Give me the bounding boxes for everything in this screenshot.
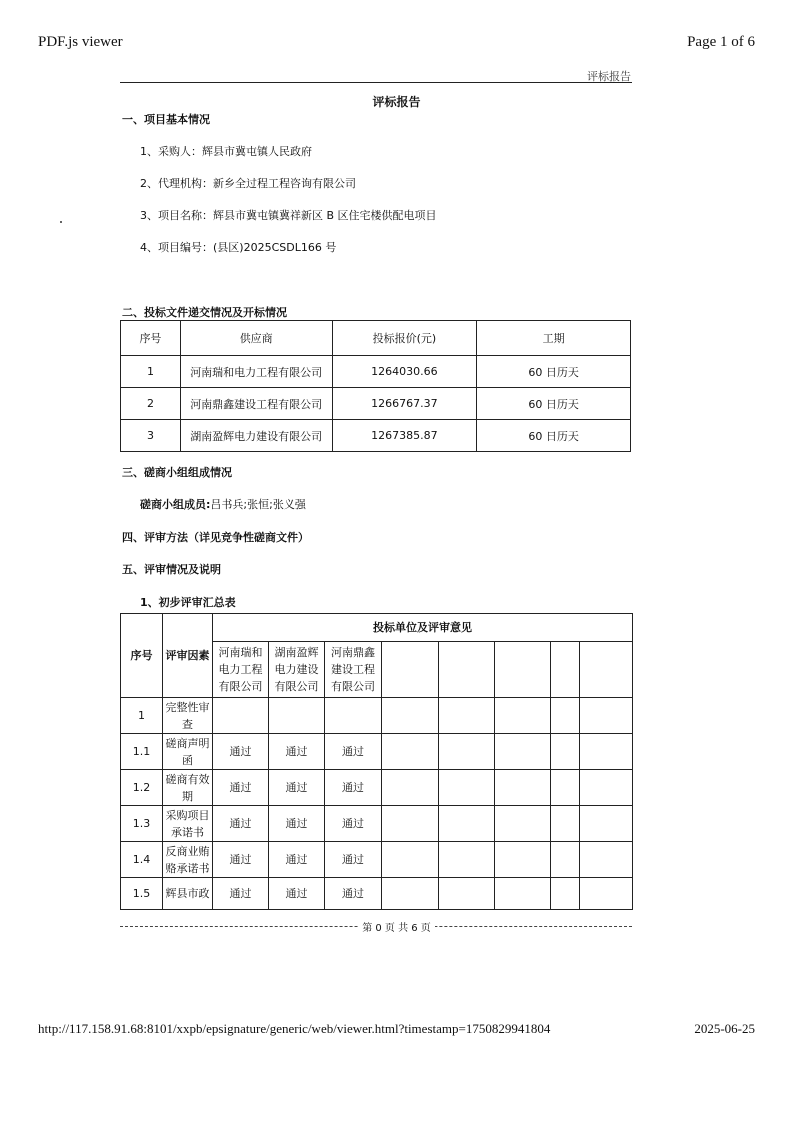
review-empty-cell	[439, 878, 495, 910]
review-cell-result: 通过	[213, 734, 269, 770]
committee-members: 吕书兵;张恒;张义强	[210, 498, 306, 511]
review-cell-no: 1.5	[121, 878, 163, 910]
table-row	[121, 698, 633, 734]
review-bidder-1: 河南瑞和电力工程有限公司	[213, 642, 269, 698]
review-empty-cell	[382, 642, 439, 698]
review-cell-result: 通过	[213, 878, 269, 910]
review-empty-cell	[551, 878, 580, 910]
section-heading-bids: 二、投标文件递交情况及开标情况	[122, 306, 287, 319]
bid-header-price: 投标报价(元)	[332, 321, 477, 356]
section-heading-basic-info: 一、项目基本情况	[122, 113, 210, 126]
review-bidder-2: 湖南盈辉电力建设有限公司	[269, 642, 325, 698]
review-cell-factor: 采购项目承诺书	[163, 806, 213, 842]
bid-table	[120, 320, 631, 452]
bid-cell-no: 3	[121, 420, 181, 452]
review-empty-cell	[382, 878, 439, 910]
doc-header-rule	[120, 82, 632, 83]
review-empty-cell	[439, 642, 495, 698]
table-row	[121, 806, 633, 842]
review-empty-cell	[495, 770, 551, 806]
review-empty-cell	[580, 642, 633, 698]
review-empty-cell	[551, 770, 580, 806]
review-empty-cell	[580, 770, 633, 806]
bid-cell-price: 1267385.87	[332, 420, 477, 452]
table-row	[121, 842, 633, 878]
review-empty-cell	[495, 734, 551, 770]
doc-page-number: 第 0 页 共 6 页	[358, 923, 435, 934]
section-heading-review: 五、评审情况及说明	[122, 563, 221, 576]
review-cell-result: 通过	[325, 806, 382, 842]
doc-header-label: 评标报告	[587, 70, 631, 83]
review-bidder-3: 河南鼎鑫建设工程有限公司	[325, 642, 382, 698]
doc-page-footer	[0, 919, 793, 934]
review-empty-cell	[382, 806, 439, 842]
review-cell-result: 通过	[269, 734, 325, 770]
table-row	[121, 420, 631, 452]
bid-header-no: 序号	[121, 321, 181, 356]
review-empty-cell	[382, 842, 439, 878]
table-row	[121, 388, 631, 420]
subsection-heading-preliminary: 1、初步评审汇总表	[140, 596, 236, 609]
committee-line	[140, 496, 306, 512]
info-project-number: 4、项目编号：(县区)2025CSDL166 号	[140, 241, 337, 254]
review-empty-cell	[580, 698, 633, 734]
table-row	[121, 734, 633, 770]
review-empty-cell	[439, 842, 495, 878]
review-cell-factor: 完整性审查	[163, 698, 213, 734]
review-empty-cell	[382, 734, 439, 770]
section-heading-committee: 三、磋商小组组成情况	[122, 466, 232, 479]
info-purchaser: 1、采购人：辉县市冀屯镇人民政府	[140, 145, 312, 158]
review-header-no: 序号	[121, 614, 163, 698]
bid-cell-supplier: 河南瑞和电力工程有限公司	[180, 356, 332, 388]
review-empty-cell	[439, 734, 495, 770]
stray-dot	[60, 221, 62, 223]
doc-title: 评标报告	[372, 95, 421, 109]
review-cell-result: 通过	[269, 806, 325, 842]
page-url: http://117.158.91.68:8101/xxpb/epsignature/generic/web/viewer.html?timestamp=1750829941804	[38, 1021, 551, 1036]
review-cell-result: 通过	[325, 842, 382, 878]
review-empty-cell	[495, 642, 551, 698]
review-cell-result: 通过	[325, 770, 382, 806]
review-cell-result: 通过	[269, 770, 325, 806]
review-cell-no: 1	[121, 698, 163, 734]
info-project-name: 3、项目名称：辉县市冀屯镇冀祥新区 B 区住宅楼供配电项目	[140, 209, 437, 222]
info-agency: 2、代理机构：新乡全过程工程咨询有限公司	[140, 177, 356, 190]
review-empty-cell	[551, 734, 580, 770]
review-empty-cell	[439, 770, 495, 806]
table-row	[121, 356, 631, 388]
review-empty-cell	[551, 698, 580, 734]
review-cell-factor: 磋商声明函	[163, 734, 213, 770]
section-heading-method: 四、评审方法（详见竞争性磋商文件）	[122, 531, 309, 544]
print-date: 2025-06-25	[694, 1021, 755, 1036]
bid-table-header-row	[121, 321, 631, 356]
review-cell-no: 1.1	[121, 734, 163, 770]
review-cell-factor: 辉县市政	[163, 878, 213, 910]
review-empty-cell	[495, 878, 551, 910]
review-cell-no: 1.2	[121, 770, 163, 806]
review-cell-result	[325, 698, 382, 734]
review-cell-result	[213, 698, 269, 734]
review-empty-cell	[551, 642, 580, 698]
review-header-row	[121, 614, 633, 642]
review-empty-cell	[382, 698, 439, 734]
page-indicator: Page 1 of 6	[687, 34, 755, 50]
committee-label: 磋商小组成员:	[140, 498, 211, 511]
review-cell-result: 通过	[269, 878, 325, 910]
review-header-group: 投标单位及评审意见	[213, 614, 633, 642]
review-empty-cell	[580, 734, 633, 770]
bid-cell-supplier: 湖南盈辉电力建设有限公司	[180, 420, 332, 452]
review-empty-cell	[551, 842, 580, 878]
bid-header-period: 工期	[477, 321, 631, 356]
review-empty-cell	[580, 806, 633, 842]
review-header-factor: 评审因素	[163, 614, 213, 698]
bid-cell-price: 1266767.37	[332, 388, 477, 420]
table-row	[121, 770, 633, 806]
review-cell-result: 通过	[269, 842, 325, 878]
bid-cell-no: 2	[121, 388, 181, 420]
review-cell-no: 1.4	[121, 842, 163, 878]
review-empty-cell	[580, 878, 633, 910]
bid-cell-supplier: 河南鼎鑫建设工程有限公司	[180, 388, 332, 420]
bid-cell-period: 60 日历天	[477, 420, 631, 452]
bid-cell-period: 60 日历天	[477, 388, 631, 420]
table-row	[121, 878, 633, 910]
browser-title: PDF.js viewer	[38, 34, 123, 50]
review-cell-result: 通过	[325, 878, 382, 910]
review-cell-result: 通过	[213, 842, 269, 878]
review-cell-result: 通过	[213, 770, 269, 806]
review-cell-factor: 反商业贿赂承诺书	[163, 842, 213, 878]
review-cell-no: 1.3	[121, 806, 163, 842]
review-empty-cell	[495, 842, 551, 878]
bid-cell-period: 60 日历天	[477, 356, 631, 388]
review-empty-cell	[382, 770, 439, 806]
review-cell-result: 通过	[213, 806, 269, 842]
review-empty-cell	[439, 698, 495, 734]
review-cell-result	[269, 698, 325, 734]
review-empty-cell	[551, 806, 580, 842]
review-empty-cell	[495, 806, 551, 842]
review-cell-factor: 磋商有效期	[163, 770, 213, 806]
review-empty-cell	[439, 806, 495, 842]
review-empty-cell	[580, 842, 633, 878]
review-table	[120, 613, 633, 910]
review-empty-cell	[495, 698, 551, 734]
bid-cell-price: 1264030.66	[332, 356, 477, 388]
bid-header-supplier: 供应商	[180, 321, 332, 356]
review-cell-result: 通过	[325, 734, 382, 770]
bid-cell-no: 1	[121, 356, 181, 388]
